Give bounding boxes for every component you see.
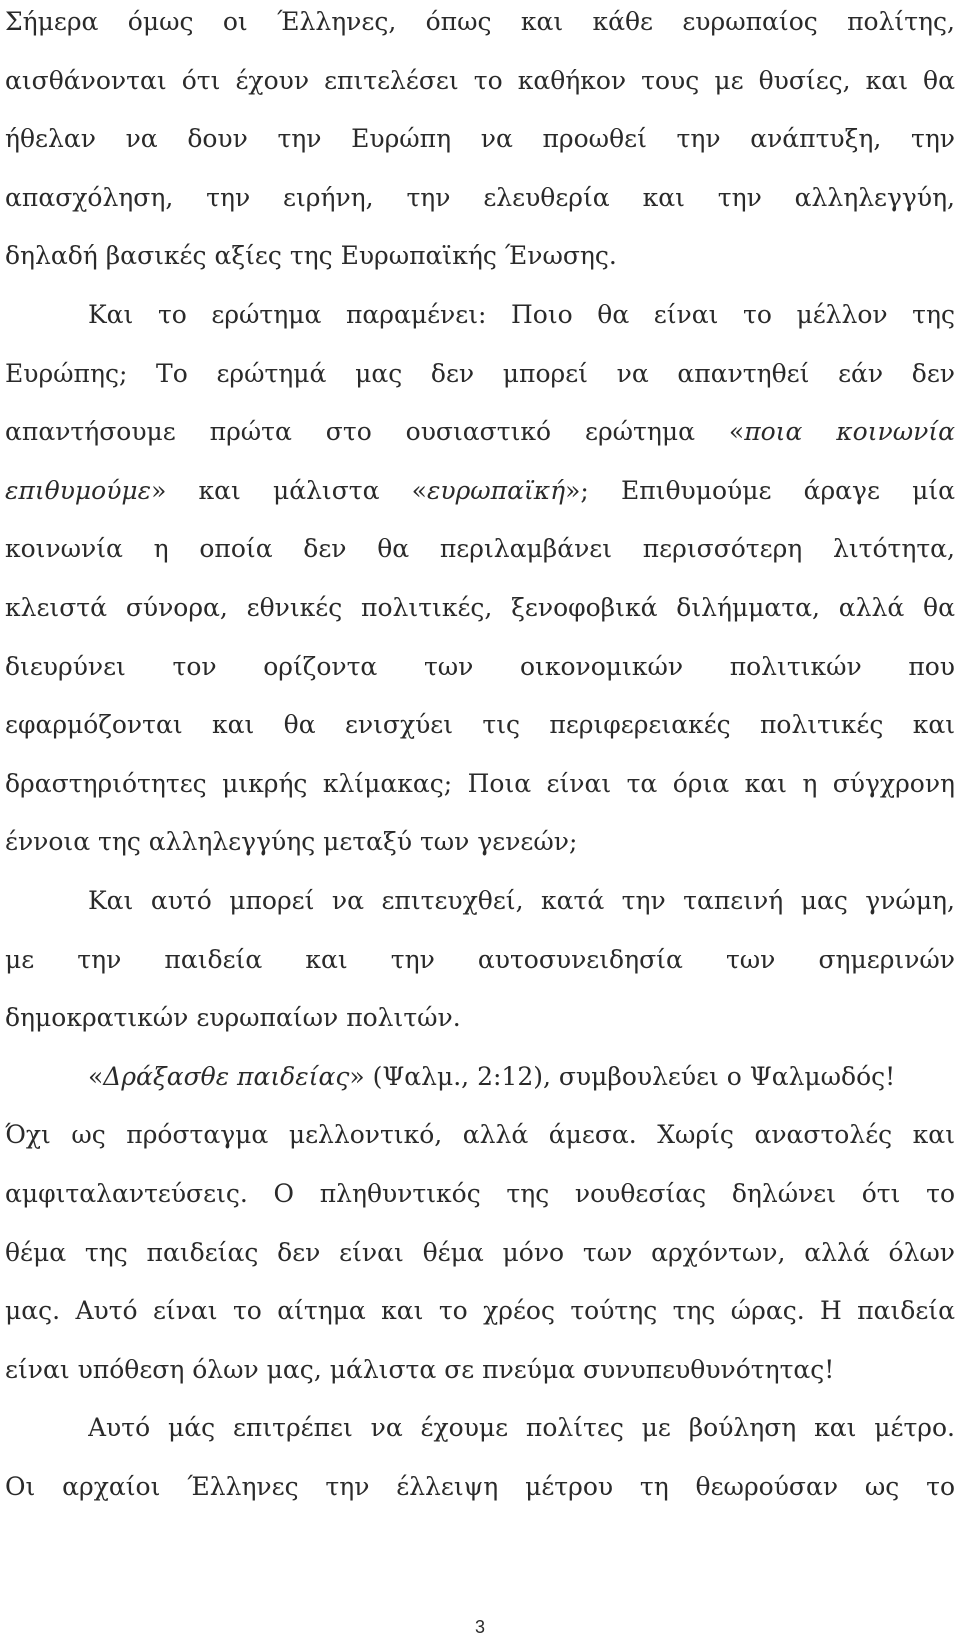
text-run: ήθελαν να δουν την Ευρώπη να προωθεί την ανάπτυξη, την — [5, 124, 955, 153]
text-run: έννοια της αλληλεγγύης μεταξύ των γενεών; — [5, 827, 578, 856]
text-run: »; Επιθυμούμε άραγε μία — [565, 476, 955, 505]
text-run: αισθάνονται ότι έχουν επιτελέσει το καθήκον τους με θυσίες, και θα — [5, 66, 955, 95]
text-line — [5, 236, 955, 276]
text-run: απασχόληση, την ειρήνη, την ελευθερία και την αλληλεγγύη, — [5, 183, 955, 212]
text-run: κλειστά σύνορα, εθνικές πολιτικές, ξενοφοβικά διλήμματα, αλλά θα — [5, 593, 955, 622]
text-run: Οι αρχαίοι Έλληνες την έλλειψη μέτρου τη θεωρούσαν ως το — [5, 1472, 955, 1501]
text-run: είναι υπόθεση όλων μας, μάλιστα σε πνεύμα συνυπευθυνότητας! — [5, 1355, 835, 1384]
text-line — [5, 471, 955, 511]
text-line — [5, 412, 955, 452]
text-run: εφαρμόζονται και θα ενισχύει τις περιφερειακές πολιτικές και — [5, 710, 955, 739]
italic-text: Δράξασθε παιδείας — [103, 1062, 350, 1091]
text-line — [5, 1115, 955, 1155]
text-run: κοινωνία η οποία δεν θα περιλαμβάνει περισσότερη λιτότητα, — [5, 534, 955, 563]
text-run: δραστηριότητες μικρής κλίμακας; Ποια είναι τα όρια και η σύγχρονη — [5, 769, 955, 798]
text-run: μας. Αυτό είναι το αίτημα και το χρέος τούτης της ώρας. Η παιδεία — [5, 1296, 955, 1325]
text-run: Σήμερα όμως οι Έλληνες, όπως και κάθε ευρωπαίος πολίτης, — [5, 7, 955, 36]
text-run: Αυτό μάς επιτρέπει να έχουμε πολίτες με βούληση και μέτρο. — [88, 1413, 955, 1442]
text-run: διευρύνει τον ορίζοντα των οικονομικών πολιτικών που — [5, 652, 955, 681]
italic-text: ευρωπαϊκή — [426, 476, 566, 505]
text-run: » και μάλιστα « — [151, 476, 427, 505]
text-line — [5, 705, 955, 745]
text-line — [5, 354, 955, 394]
text-line — [5, 61, 955, 101]
text-line — [5, 1174, 955, 1214]
italic-text: ποια κοινωνία — [744, 417, 955, 446]
text-run: Ευρώπης; Το ερώτημά μας δεν μπορεί να απαντηθεί εάν δεν — [5, 359, 955, 388]
text-line — [5, 1291, 955, 1331]
text-run: αμφιταλαντεύσεις. Ο πληθυντικός της νουθεσίας δηλώνει ότι το — [5, 1179, 955, 1208]
italic-text: επιθυμούμε — [5, 476, 152, 505]
text-line — [5, 1467, 955, 1507]
text-run: Και αυτό μπορεί να επιτευχθεί, κατά την ταπεινή μας γνώμη, — [88, 886, 955, 915]
text-line — [5, 822, 955, 862]
text-run: δημοκρατικών ευρωπαίων πολιτών. — [5, 1003, 461, 1032]
text-run: Όχι ως πρόσταγμα μελλοντικό, αλλά άμεσα. Χωρίς αναστολές και — [5, 1120, 955, 1149]
text-line — [88, 295, 955, 335]
text-line — [5, 940, 955, 980]
text-line — [5, 588, 955, 628]
text-run: απαντήσουμε πρώτα στο ουσιαστικό ερώτημα « — [5, 417, 745, 446]
text-line — [5, 2, 955, 42]
text-line — [5, 647, 955, 687]
text-line — [5, 1233, 955, 1273]
text-run: » (Ψαλμ., 2:12), συμβουλεύει ο Ψαλμωδός! — [349, 1062, 896, 1091]
text-line — [88, 1057, 955, 1097]
text-run: με την παιδεία και την αυτοσυνειδησία των σημερινών — [5, 945, 955, 974]
text-run: Και το ερώτημα παραμένει: Ποιο θα είναι το μέλλον της — [88, 300, 955, 329]
page-number: 3 — [474, 1617, 485, 1637]
text-run: δηλαδή βασικές αξίες της Ευρωπαϊκής Ένωσης. — [5, 241, 617, 270]
text-line — [5, 119, 955, 159]
text-line — [5, 998, 955, 1038]
text-line — [88, 881, 955, 921]
text-line — [88, 1408, 955, 1448]
text-run: θέμα της παιδείας δεν είναι θέμα μόνο των αρχόντων, αλλά όλων — [5, 1238, 955, 1267]
text-run: « — [88, 1062, 104, 1091]
text-line — [5, 1350, 955, 1390]
text-line — [5, 529, 955, 569]
text-line — [5, 178, 955, 218]
text-line — [5, 764, 955, 804]
